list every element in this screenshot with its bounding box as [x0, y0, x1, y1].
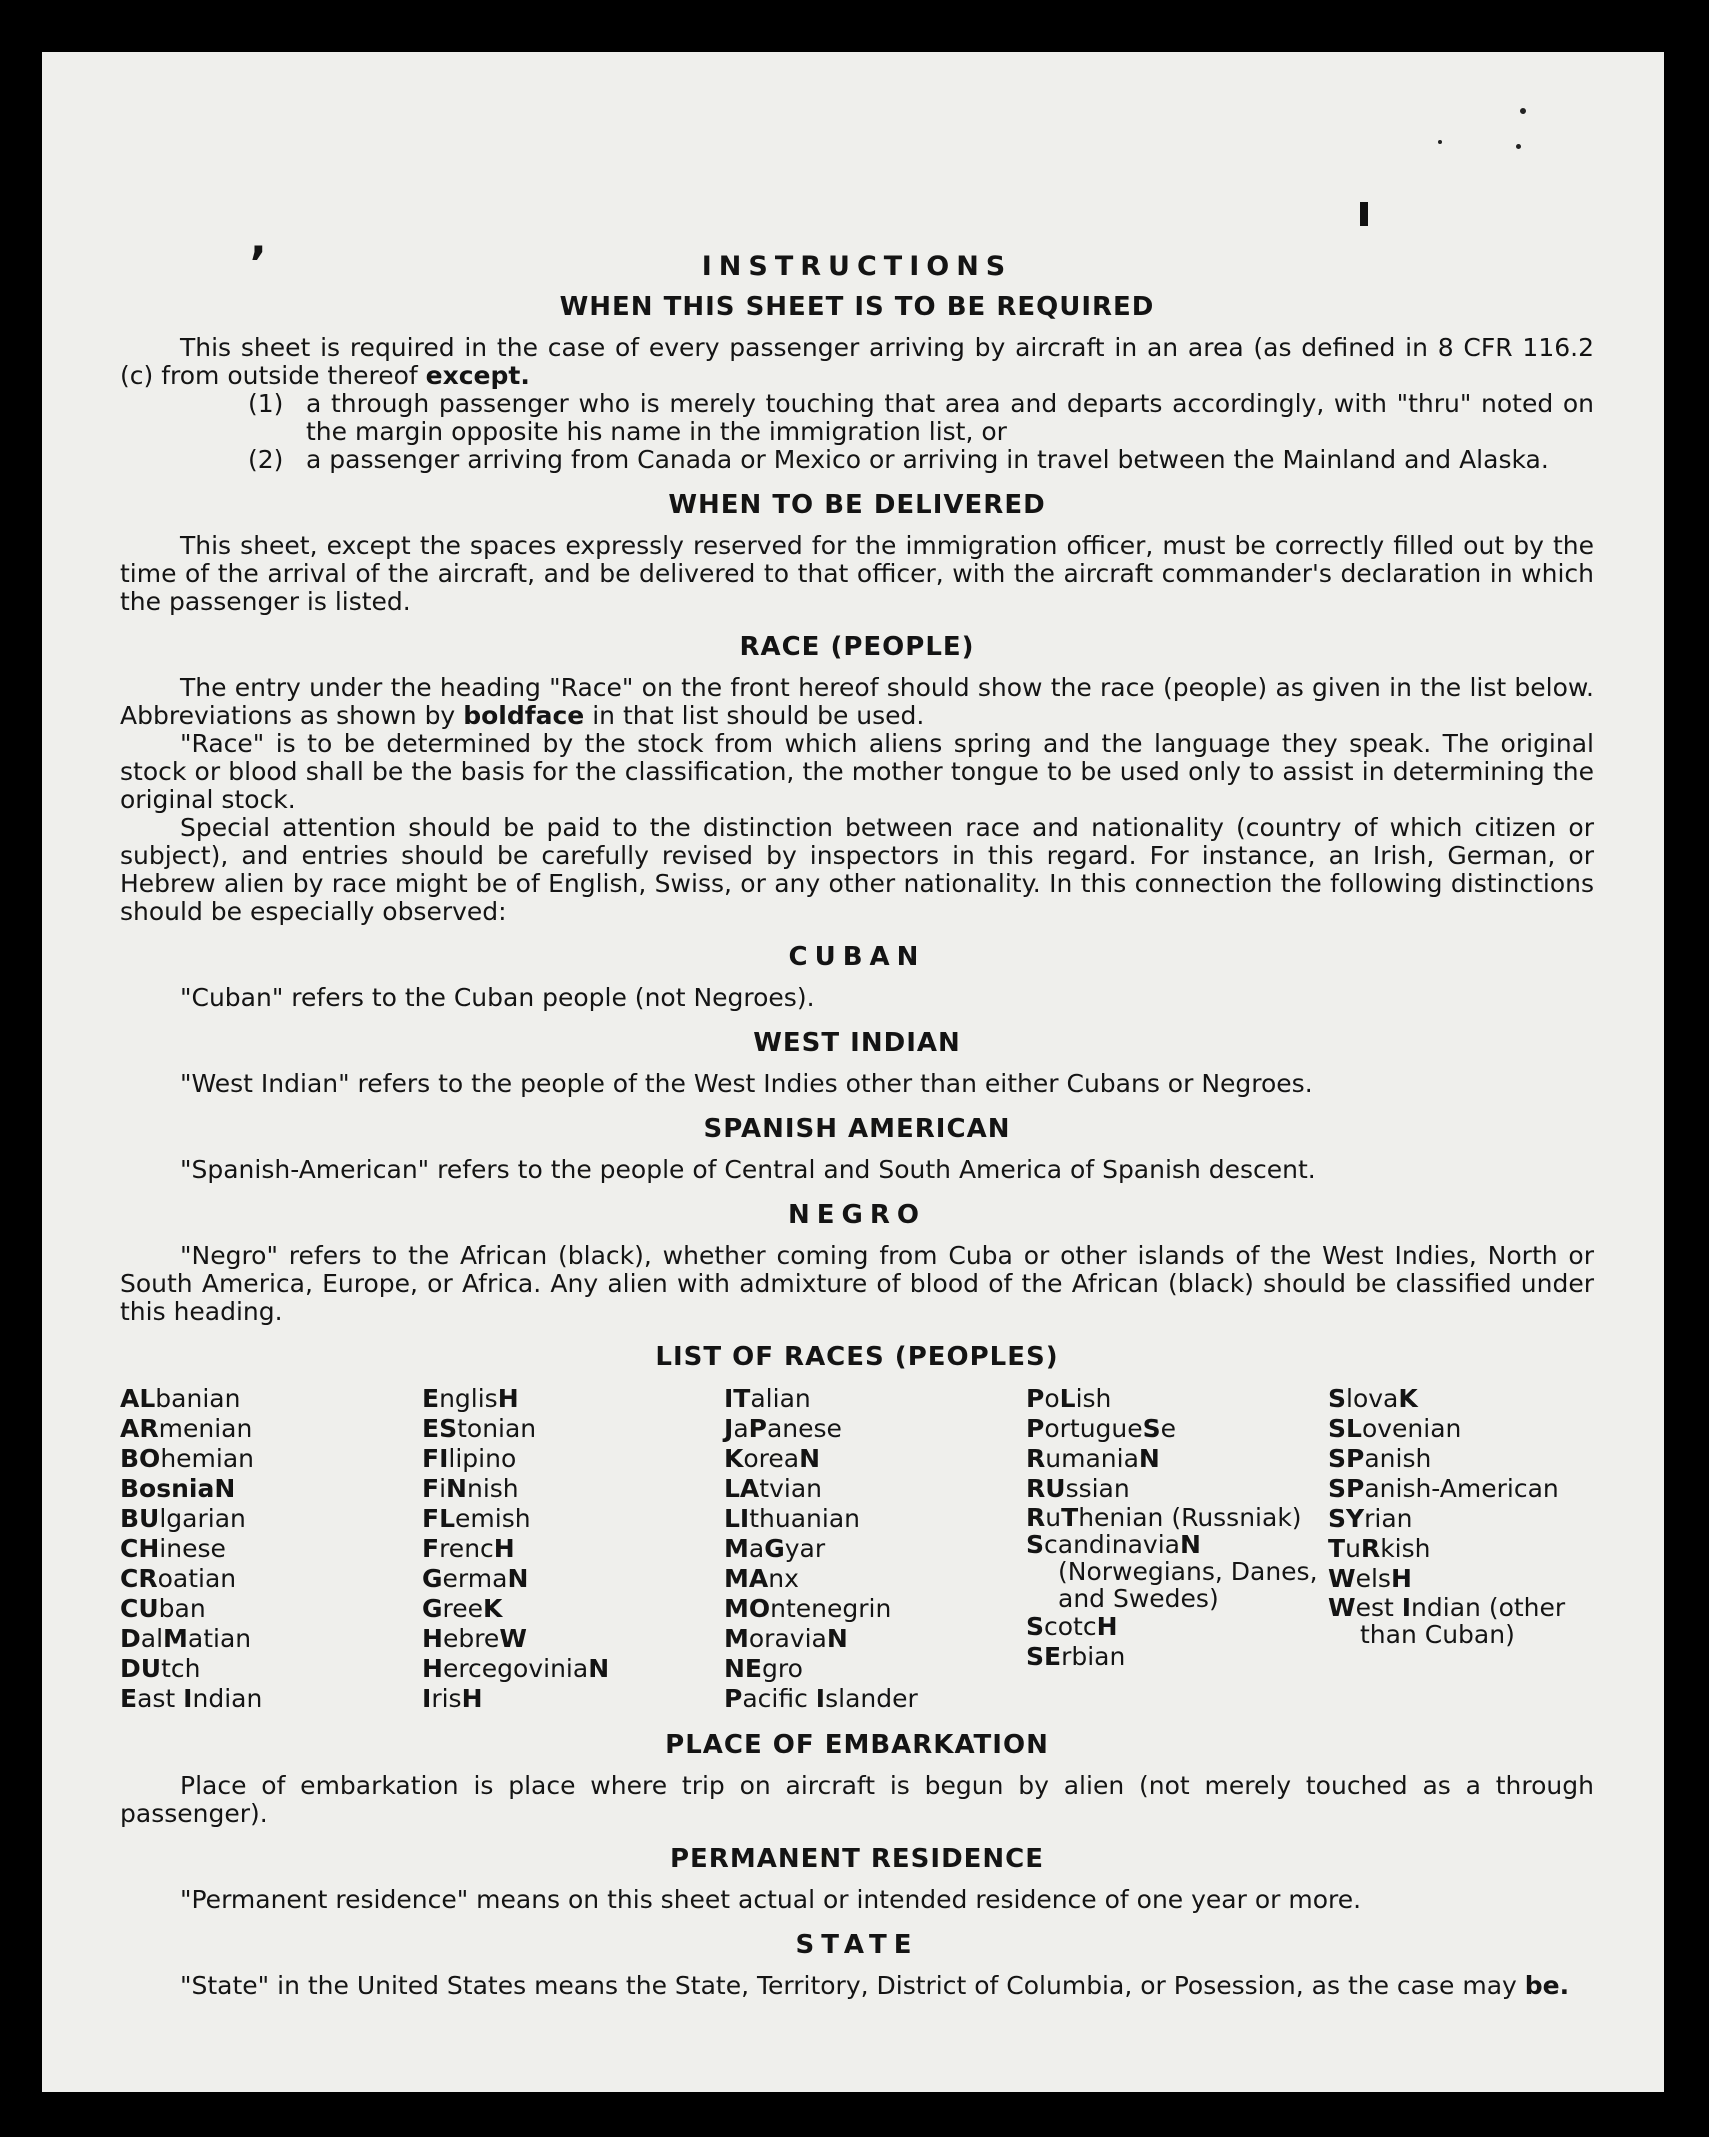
race-list-item: FrencH — [422, 1534, 515, 1563]
heading-when-delivered: WHEN TO BE DELIVERED — [668, 490, 1046, 520]
race-list-item: GreeK — [422, 1594, 503, 1623]
race-list-item: SPanish-American — [1328, 1474, 1559, 1503]
race-column-1 — [120, 1384, 422, 1714]
race-list-item: CHinese — [120, 1534, 226, 1563]
race-list-item: FiNnish — [422, 1474, 519, 1503]
race-list-item: RuThenian (Russniak) — [1026, 1503, 1302, 1532]
race-column-2 — [422, 1384, 724, 1714]
race-list-item: SErbian — [1026, 1642, 1126, 1671]
race-list-item: MOntenegrin — [724, 1594, 892, 1623]
heading-state: STATE — [795, 1930, 919, 1960]
heading-cuban: CUBAN — [788, 942, 926, 972]
race-list — [120, 1384, 1594, 1714]
race-list-item: SYrian — [1328, 1504, 1413, 1533]
race-column-5 — [1328, 1384, 1628, 1714]
race-list-item: BosniaN — [120, 1474, 236, 1503]
heading-negro: NEGRO — [788, 1200, 926, 1230]
race-list-item: EnglisH — [422, 1384, 519, 1413]
race-list-item: West Indian (other than Cuban) — [1328, 1593, 1566, 1649]
race-list-item: FLemish — [422, 1504, 531, 1533]
race-list-item: ScandinaviaN (Norwegians, Danes, and Swedes) — [1026, 1530, 1318, 1613]
race-list-item: MoraviaN — [724, 1624, 848, 1653]
heading-place-of-embarkation: PLACE OF EMBARKATION — [665, 1730, 1049, 1760]
embarkation-text: Place of embarkation is place where trip on aircraft is begun by alien (not merely touched as a through passenger). — [120, 1771, 1594, 1828]
race-list-item: HebreW — [422, 1624, 527, 1653]
race-list-item: BUlgarian — [120, 1504, 246, 1533]
race-list-item: ARmenian — [120, 1414, 253, 1443]
west-indian-text: "West Indian" refers to the people of the West Indies other than either Cubans or Negroes. — [180, 1069, 1313, 1098]
delivered-text: This sheet, except the spaces expressly reserved for the immigration officer, must be correctly filled out by the time of the arrival of the aircraft, and be delivered to that officer, with the aircraft commander's declaration in which the passenger is listed. — [120, 531, 1594, 616]
race-list-item: GermaN — [422, 1564, 529, 1593]
race-list-item: PortugueSe — [1026, 1414, 1177, 1443]
stray-ink-bar — [1360, 202, 1368, 226]
heading-race: RACE (PEOPLE) — [739, 632, 975, 662]
race-list-item: NEgro — [724, 1654, 803, 1683]
speck — [1520, 108, 1526, 114]
race-list-item: HercegoviniaN — [422, 1654, 610, 1683]
race-list-item: ITalian — [724, 1384, 811, 1413]
required-items — [120, 390, 1594, 474]
stray-ink-mark: , — [250, 214, 267, 265]
spanish-american-text: "Spanish-American" refers to the people of Central and South America of Spanish descent. — [180, 1155, 1316, 1184]
race-list-item: CRoatian — [120, 1564, 237, 1593]
race-list-item: KoreaN — [724, 1444, 821, 1473]
race-list-item: DalMatian — [120, 1624, 252, 1653]
race-list-item: FIlipino — [422, 1444, 517, 1473]
race-list-item: IrisH — [422, 1684, 483, 1713]
race-list-item: TuRkish — [1328, 1534, 1431, 1563]
race-column-3 — [724, 1384, 1026, 1714]
heading-west-indian: WEST INDIAN — [753, 1028, 961, 1058]
race-list-item: SLovenian — [1328, 1414, 1462, 1443]
race-list-item: East Indian — [120, 1684, 263, 1713]
race-list-item: RUssian — [1026, 1474, 1130, 1503]
race-list-item: BOhemian — [120, 1444, 255, 1473]
race-list-item: MAnx — [724, 1564, 799, 1593]
document-page — [42, 52, 1664, 2092]
race-list-item: SPanish — [1328, 1444, 1432, 1473]
cuban-text: "Cuban" refers to the Cuban people (not Negroes). — [180, 983, 815, 1012]
race-list-item: Pacific Islander — [724, 1684, 918, 1713]
speck — [1438, 140, 1442, 144]
race-paragraph-1: The entry under the heading "Race" on the front hereof should show the race (people) as given in the list below. Abbreviations as shown by boldface in that list should be used. — [120, 673, 1594, 730]
race-list-item: LIthuanian — [724, 1504, 861, 1533]
race-list-item: CUban — [120, 1594, 206, 1623]
race-list-item: JaPanese — [724, 1414, 842, 1443]
heading-spanish-american: SPANISH AMERICAN — [703, 1114, 1011, 1144]
race-list-item: PoLish — [1026, 1384, 1112, 1413]
race-list-item: DUtch — [120, 1654, 201, 1683]
required-item-1: (1) a through passenger who is merely touching that area and departs accordingly, with "thru" noted on the margin opposite his name in the immigration list, or — [248, 389, 1594, 446]
race-list-item: EStonian — [422, 1414, 537, 1443]
title-instructions: INSTRUCTIONS — [701, 251, 1013, 282]
race-column-4 — [1026, 1384, 1328, 1714]
race-list-item: ALbanian — [120, 1384, 241, 1413]
heading-when-required: WHEN THIS SHEET IS TO BE REQUIRED — [559, 292, 1155, 322]
race-paragraph-2: "Race" is to be determined by the stock from which aliens spring and the language they speak. The original stock or blood shall be the basis for the classification, the mother tongue to be used only to assist in determining the original stock. — [120, 729, 1594, 814]
speck — [1516, 144, 1521, 149]
race-list-item: WelsH — [1328, 1564, 1412, 1593]
residence-text: "Permanent residence" means on this sheet actual or intended residence of one year or more. — [180, 1885, 1362, 1914]
required-item-2: (2) a passenger arriving from Canada or Mexico or arriving in travel between the Mainland and Alaska. — [248, 445, 1549, 474]
heading-permanent-residence: PERMANENT RESIDENCE — [669, 1844, 1045, 1874]
race-list-item: LAtvian — [724, 1474, 822, 1503]
race-list-item: SlovaK — [1328, 1384, 1418, 1413]
required-intro: This sheet is required in the case of every passenger arriving by aircraft in an area (as defined in 8 CFR 116.2 (c) from outside thereof except. — [120, 333, 1594, 390]
race-list-item: MaGyar — [724, 1534, 826, 1563]
negro-text: "Negro" refers to the African (black), whether coming from Cuba or other islands of the West Indies, North or South America, Europe, or Africa. Any alien with admixture of blood of the African (black) should be classified under this heading. — [120, 1241, 1594, 1326]
race-paragraph-3: Special attention should be paid to the distinction between race and nationality (country of which citizen or subject), and entries should be carefully revised by inspectors in this regard. For instance, an Irish, German, or Hebrew alien by race might be of English, Swiss, or any other nationality. In this connection the following distinctions should be especially observed: — [120, 813, 1594, 926]
race-list-item: ScotcH — [1026, 1612, 1118, 1641]
state-text: "State" in the United States means the State, Territory, District of Columbia, or Posession, as the case may be. — [180, 1971, 1570, 2000]
race-list-item: RumaniaN — [1026, 1444, 1160, 1473]
heading-list-of-races: LIST OF RACES (PEOPLES) — [655, 1342, 1059, 1372]
